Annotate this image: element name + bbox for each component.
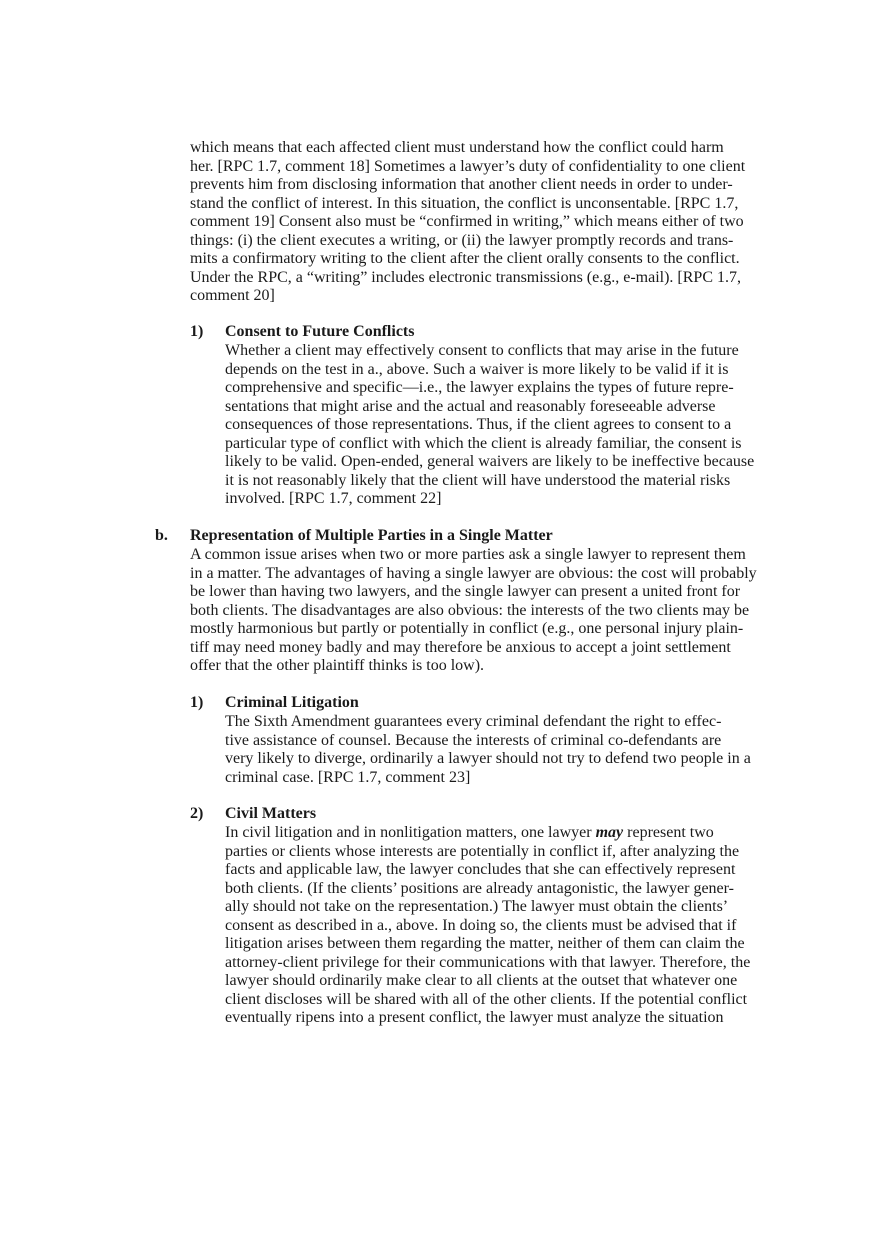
text-line: her. [RPC 1.7, comment 18] Sometimes a lawyer’s duty of confidentiality to one client	[190, 157, 746, 175]
text-line: prevents him from disclosing information that another client needs in order to under-	[190, 176, 733, 193]
text-line: very likely to diverge, ordinarily a lawyer should not try to defend two people in a	[225, 750, 751, 767]
section-heading-multiple-parties: Representation of Multiple Parties in a Single Matter	[190, 527, 553, 544]
text-line: consent as described in a., above. In doing so, the clients must be advised that if	[225, 916, 737, 934]
text-line	[225, 824, 750, 843]
text-line: facts and applicable law, the lawyer concludes that she can effectively represent	[225, 861, 736, 878]
text-line: sentations that might arise and the actual and reasonably foreseeable adverse	[225, 397, 716, 415]
multiple-parties-paragraph	[190, 546, 757, 676]
text-line: it is not reasonably likely that the client will have understood the material risks	[225, 471, 731, 489]
text-run: In civil litigation and in nonlitigation matters, one lawyer	[225, 824, 596, 841]
text-line: which means that each affected client must understand how the conflict could harm	[190, 139, 724, 156]
text-line: lawyer should ordinarily make clear to all clients at the outset that whatever one	[225, 972, 738, 989]
text-line: litigation arises between them regarding the matter, neither of them can claim the	[225, 935, 745, 952]
text-line: stand the conflict of interest. In this situation, the conflict is unconsentable. [RPC 1.7,	[190, 194, 739, 212]
text-line: eventually ripens into a present conflict, the lawyer must analyze the situation	[225, 1009, 724, 1026]
section-heading-criminal-litigation: Criminal Litigation	[225, 694, 359, 711]
text-line: comment 19] Consent also must be “confirmed in writing,” which means either of two	[190, 213, 744, 230]
list-marker: 2)	[190, 805, 204, 822]
text-line: ally should not take on the representation.) The lawyer must obtain the clients’	[225, 898, 729, 915]
civil-matters-paragraph	[225, 824, 750, 1028]
text-run: represent two	[623, 824, 714, 841]
text-line: consequences of those representations. Thus, if the client agrees to consent to a	[225, 416, 732, 433]
list-marker: 1)	[190, 323, 204, 340]
list-marker: 1)	[190, 694, 204, 711]
consent-future-paragraph	[225, 342, 754, 509]
text-line: client discloses will be shared with all of the other clients. If the potential conflict	[225, 990, 748, 1008]
text-line: criminal case. [RPC 1.7, comment 23]	[225, 768, 471, 786]
text-line: both clients. (If the clients’ positions are already antagonistic, the lawyer gener-	[225, 879, 734, 897]
text-line: Under the RPC, a “writing” includes electronic transmissions (e.g., e-mail). [RPC 1.7,	[190, 268, 741, 286]
text-line: be lower than having two lawyers, and the single lawyer can present a united front for	[190, 583, 741, 600]
text-line: The Sixth Amendment guarantees every criminal defendant the right to effec-	[225, 713, 722, 730]
text-line: Whether a client may effectively consent to conflicts that may arise in the future	[225, 342, 739, 359]
text-line: particular type of conflict with which the client is already familiar, the consent is	[225, 434, 742, 452]
text-line: comment 20]	[190, 287, 275, 304]
text-line: likely to be valid. Open-ended, general waivers are likely to be ineffective because	[225, 453, 755, 470]
text-line: depends on the test in a., above. Such a waiver is more likely to be valid if it is	[225, 360, 729, 378]
text-line: comprehensive and specific—i.e., the lawyer explains the types of future repre-	[225, 379, 734, 396]
text-line: mits a confirmatory writing to the client after the client orally consents to the conflict.	[190, 250, 740, 267]
text-line: in a matter. The advantages of having a single lawyer are obvious: the cost will probably	[190, 564, 757, 582]
text-line: tive assistance of counsel. Because the interests of criminal co-defendants are	[225, 731, 722, 749]
text-line: attorney-client privilege for their communications with that lawyer. Therefore, the	[225, 953, 751, 971]
text-line: offer that the other plaintiff thinks is too low).	[190, 657, 485, 674]
text-line: A common issue arises when two or more parties ask a single lawyer to represent them	[190, 546, 746, 563]
section-heading-consent-future: Consent to Future Conflicts	[225, 323, 415, 340]
text-line: things: (i) the client executes a writing, or (ii) the lawyer promptly records and trans-	[190, 231, 734, 249]
section-marker: b.	[155, 527, 168, 544]
text-line: parties or clients whose interests are potentially in conflict if, after analyzing the	[225, 842, 740, 860]
intro-paragraph	[190, 139, 745, 306]
section-heading-civil-matters: Civil Matters	[225, 805, 317, 822]
text-line: tiff may need money badly and may therefore be anxious to accept a joint settlement	[190, 638, 731, 656]
text-line: mostly harmonious but partly or potentially in conflict (e.g., one personal injury plain-	[190, 620, 744, 637]
criminal-litigation-paragraph	[225, 713, 751, 787]
text-line: both clients. The disadvantages are also obvious: the interests of the two clients may be	[190, 601, 750, 619]
text-line: involved. [RPC 1.7, comment 22]	[225, 490, 442, 507]
emphasis-may: may	[595, 824, 624, 841]
